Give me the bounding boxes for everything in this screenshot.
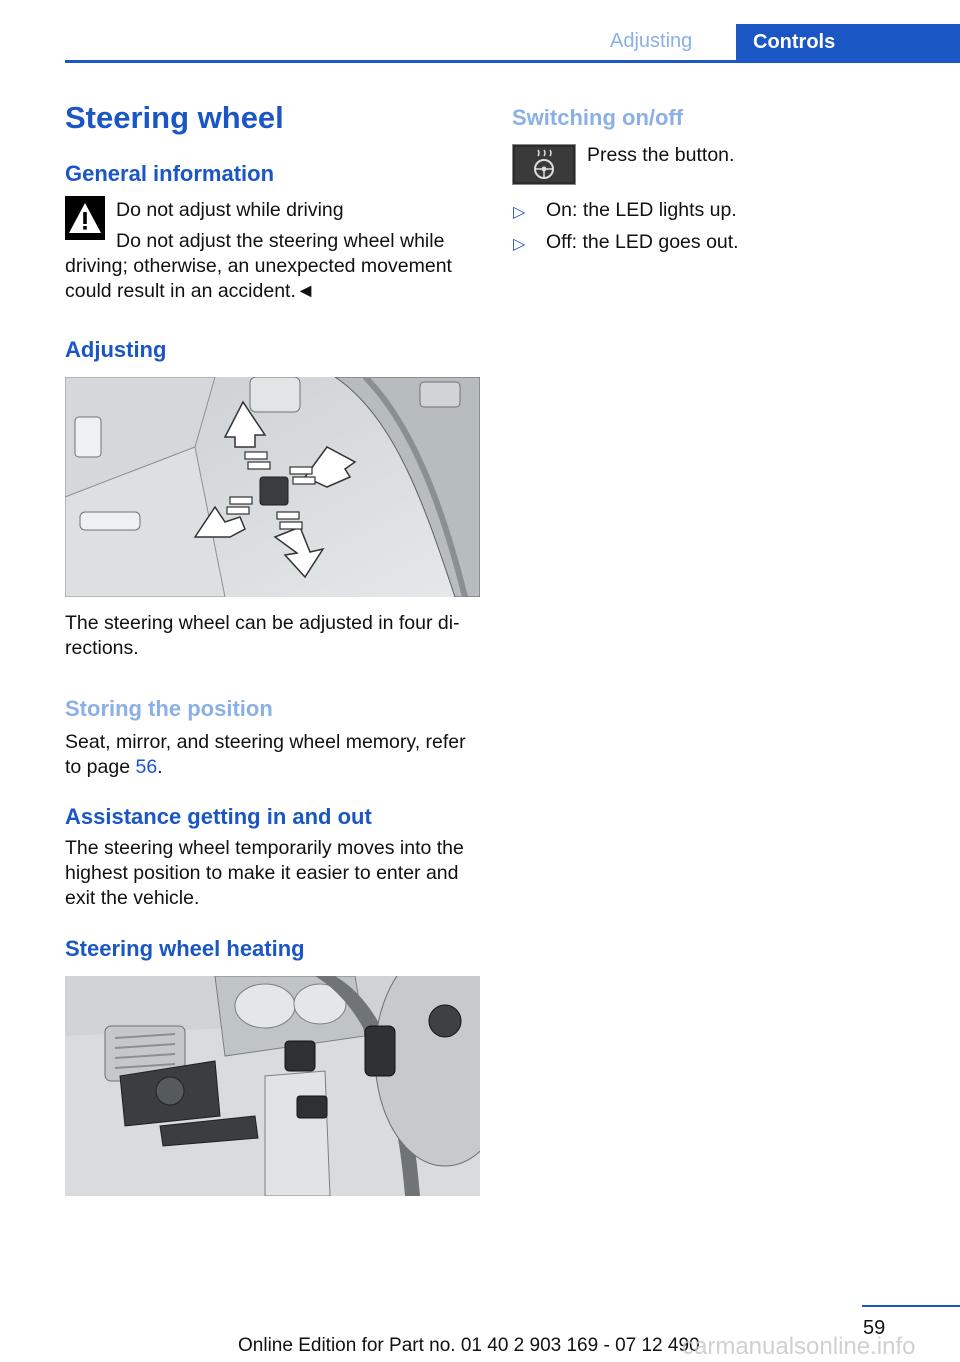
adjusting-caption-line: The steering wheel can be adjusted in four di- (65, 612, 460, 634)
steering-adjust-illustration (65, 377, 480, 597)
footer-rule (862, 1305, 960, 1307)
switching-bullet-off: Off: the LED goes out. (546, 231, 739, 253)
storing-prefix: to page (65, 756, 136, 778)
assistance-text-line: The steering wheel temporarily moves into the (65, 837, 464, 859)
warning-icon (65, 196, 105, 240)
switching-instruction: Press the button. (587, 144, 735, 166)
bullet-triangle-icon: ▷ (513, 236, 526, 253)
storing-text-line2 (65, 755, 163, 780)
footer-edition: Online Edition for Part no. 01 40 2 903 169 - 07 12 490 (238, 1335, 700, 1356)
assistance-text-line: exit the vehicle. (65, 887, 200, 909)
heading-adjusting: Adjusting (65, 337, 167, 362)
assistance-text-line: highest position to make it easier to enter and (65, 862, 459, 884)
warning-text-line: Do not adjust the steering wheel while (116, 230, 445, 252)
header-chapter-label: Controls (753, 31, 836, 53)
heading-assistance: Assistance getting in and out (65, 804, 372, 829)
heading-switching-on-off: Switching on/off (512, 105, 684, 130)
switching-bullet-on: On: the LED lights up. (546, 199, 737, 221)
watermark: carmanualsonline.info (682, 1333, 916, 1360)
bullet-triangle-icon: ▷ (513, 204, 526, 221)
header-section-label: Adjusting (610, 30, 693, 52)
steering-heating-illustration (65, 976, 480, 1196)
steering-heating-button-icon (512, 144, 576, 185)
warning-text-line: driving; otherwise, an unexpected movement (65, 255, 452, 277)
page-number: 59 (863, 1317, 886, 1339)
header-chapter-tab[interactable] (736, 24, 960, 62)
warning-title: Do not adjust while driving (116, 199, 344, 221)
storing-text-line: Seat, mirror, and steering wheel memory, refer (65, 731, 466, 753)
page-reference-link[interactable]: 56 (135, 756, 158, 778)
page-title: Steering wheel (65, 100, 284, 135)
header-rule (65, 60, 960, 63)
warning-text-line: could result in an accident.◄ (65, 280, 316, 302)
heading-steering-wheel-heating: Steering wheel heating (65, 936, 305, 961)
heading-storing-position: Storing the position (65, 696, 273, 721)
heading-general-information: General information (65, 161, 275, 186)
storing-suffix: . (157, 756, 163, 778)
adjusting-caption-line: rections. (65, 637, 139, 659)
